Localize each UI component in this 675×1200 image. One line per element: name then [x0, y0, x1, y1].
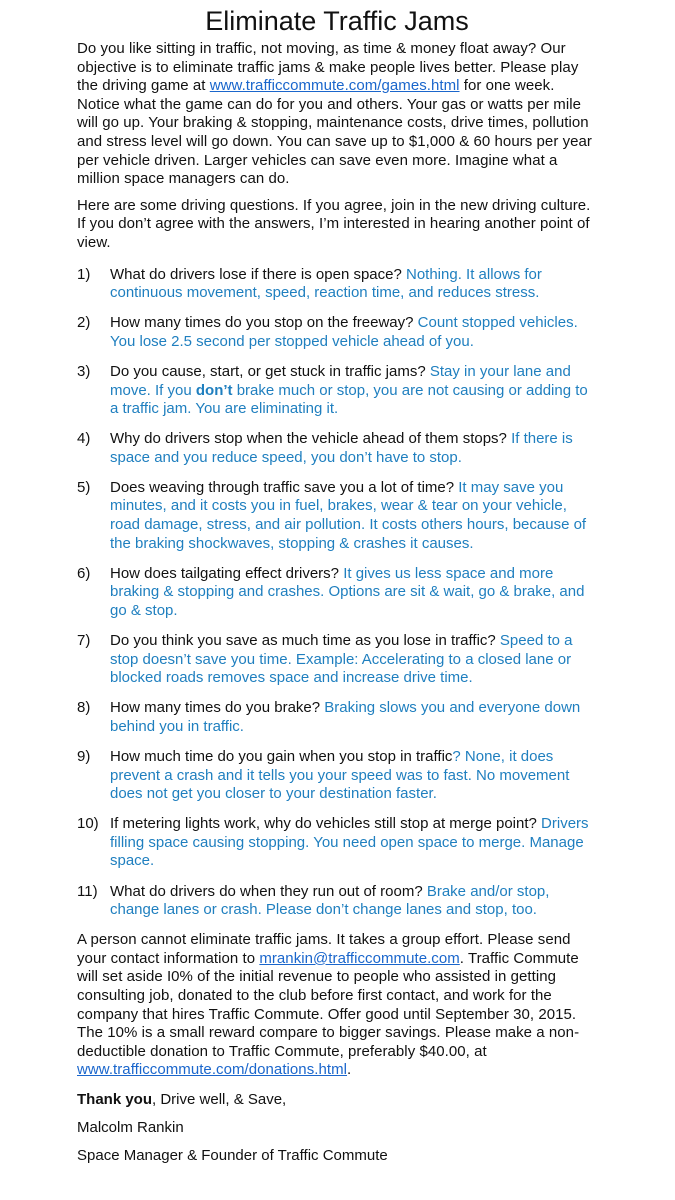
- question-number: 7): [77, 632, 91, 650]
- answer: Nothing. It allows for continuous movement, speed, reaction time, and reduces stress.: [110, 265, 542, 302]
- question-text: [110, 266, 597, 303]
- question-number: 10): [77, 815, 99, 833]
- closing-text-3: .: [347, 1061, 352, 1079]
- question: Do you think you save as much time as you lose in traffic?: [110, 632, 500, 650]
- question-text: [110, 699, 597, 736]
- question-item: [77, 430, 597, 467]
- author-name: Malcolm Rankin: [77, 1119, 184, 1136]
- question-number: 5): [77, 478, 91, 496]
- question-item: [77, 266, 597, 303]
- email-link[interactable]: mrankin@trafficcommute.com: [259, 949, 460, 967]
- question-text: [110, 479, 597, 553]
- question-text: [110, 363, 597, 419]
- answer-emphasis: don’t: [195, 381, 233, 399]
- answer-part: brake much or stop, you are not causing or adding to a traffic jam. You are eliminating it.: [110, 381, 588, 418]
- answer: Drivers filling space causing stopping. You need open space to merge. Manage space.: [110, 815, 589, 870]
- answer: Brake and/or stop, change lanes or crash. Please don’t change lanes and stop, too.: [110, 882, 550, 919]
- signoff-rest: , Drive well, & Save,: [152, 1091, 287, 1108]
- intro-text-1: Do you like sitting in traffic, not moving, as time & money float away? Our objective is to eliminate traffic jams & make people lives better. Please play the driving game at: [77, 40, 579, 95]
- answer-part: Stay in your lane and move. If you: [110, 362, 571, 399]
- answer: Count stopped vehicles. You lose 2.5 second per stopped vehicle ahead of you.: [110, 314, 578, 350]
- question-item: [77, 565, 597, 621]
- answer: Speed to a stop doesn’t save you time. Example: Accelerating to a closed lane or blocked roads removes space and increase drive time.: [110, 632, 573, 687]
- question-item: [77, 314, 597, 351]
- question-number: 4): [77, 430, 91, 448]
- question-number: 8): [77, 699, 91, 717]
- question-number: 6): [77, 564, 91, 582]
- question-item: [77, 748, 597, 804]
- intro-paragraph: [77, 40, 597, 189]
- answer: If there is space and you reduce speed, you don’t have to stop.: [110, 430, 573, 466]
- question-text: [110, 565, 597, 621]
- answer: It gives us less space and more braking & stopping and crashes. Options are sit & wait, go & brake, and go & stop.: [110, 564, 585, 619]
- question-number: 2): [77, 314, 91, 332]
- page-title: Eliminate Traffic Jams: [205, 6, 469, 36]
- question-number: 1): [77, 265, 91, 283]
- question-text: [110, 815, 597, 871]
- author-role: Space Manager & Founder of Traffic Commute: [77, 1147, 388, 1164]
- question-number: 9): [77, 748, 91, 765]
- question-number: 3): [77, 362, 91, 380]
- closing-text-1: A person cannot eliminate traffic jams. It takes a group effort. Please send your contact information to: [77, 931, 571, 967]
- question-item: [77, 883, 597, 920]
- closing-text-2: . Traffic Commute will set aside I0% of the initial revenue to people who assisted in getting consulting job, donated to the club before first contact, and work for the company that hires Traffic Commute. Offer good until September 30, 2015. The 10% is a small reward compare to bigger savings. Please make a non-deductible donation to Traffic Commute, preferably $40.00, at: [77, 949, 580, 1060]
- question-text: [110, 883, 597, 920]
- question: How many times do you stop on the freeway?: [110, 314, 418, 332]
- question: If metering lights work, why do vehicles still stop at merge point?: [110, 815, 542, 833]
- question: Do you cause, start, or get stuck in traffic jams?: [110, 362, 430, 380]
- question: Does weaving through traffic save you a lot of time?: [110, 478, 459, 496]
- answer: ? None, it does prevent a crash and it tells you your speed was to fast. No movement does not get you closer to your destination faster.: [110, 748, 570, 803]
- question-text: [110, 430, 597, 467]
- question: What do drivers lose if there is open space?: [110, 265, 406, 283]
- question-item: [77, 479, 597, 553]
- thank-you: Thank you: [77, 1091, 153, 1108]
- question-item: [77, 632, 597, 688]
- games-link[interactable]: www.trafficcommute.com/games.html: [209, 77, 460, 95]
- questions-intro-paragraph: Here are some driving questions. If you agree, join in the new driving culture. If you don’t agree with the answers, I’m interested in hearing another point of view.: [77, 196, 591, 251]
- intro-text-2: for one week. Notice what the game can do for you and others. Your gas or watts per mile will go up. Your braking & stopping, maintenance costs, drive times, pollution and stress level will go down. You can save up to $1,000 & 60 hours per year per vehicle driven. Larger vehicles can save even more. Imagine what a million space managers can do.: [77, 77, 592, 188]
- signoff-line: [77, 1091, 597, 1109]
- question: What do drivers do when they run out of room?: [110, 882, 427, 900]
- question: How does tailgating effect drivers?: [110, 564, 344, 582]
- answer: Braking slows you and everyone down behind you in traffic.: [110, 699, 581, 735]
- question-text: [110, 632, 597, 688]
- question-item: [77, 363, 597, 419]
- question-number: 11): [77, 882, 98, 900]
- question-item: [77, 699, 597, 736]
- question-list: [77, 266, 597, 920]
- donations-link[interactable]: www.trafficcommute.com/donations.html: [77, 1061, 348, 1079]
- question: Why do drivers stop when the vehicle ahead of them stops?: [110, 430, 512, 448]
- question-text: [110, 748, 597, 804]
- question: How much time do you gain when you stop in traffic: [110, 748, 453, 765]
- question-item: [77, 815, 597, 871]
- answer: It may save you minutes, and it costs you in fuel, brakes, wear & tear on your vehicle, road damage, stress, and air pollution. It costs others hours, because of the braking shockwaves, stopping & crashes it causes.: [110, 478, 587, 552]
- question-text: [110, 314, 597, 351]
- closing-paragraph: [77, 931, 597, 1080]
- question: How many times do you brake?: [110, 699, 325, 717]
